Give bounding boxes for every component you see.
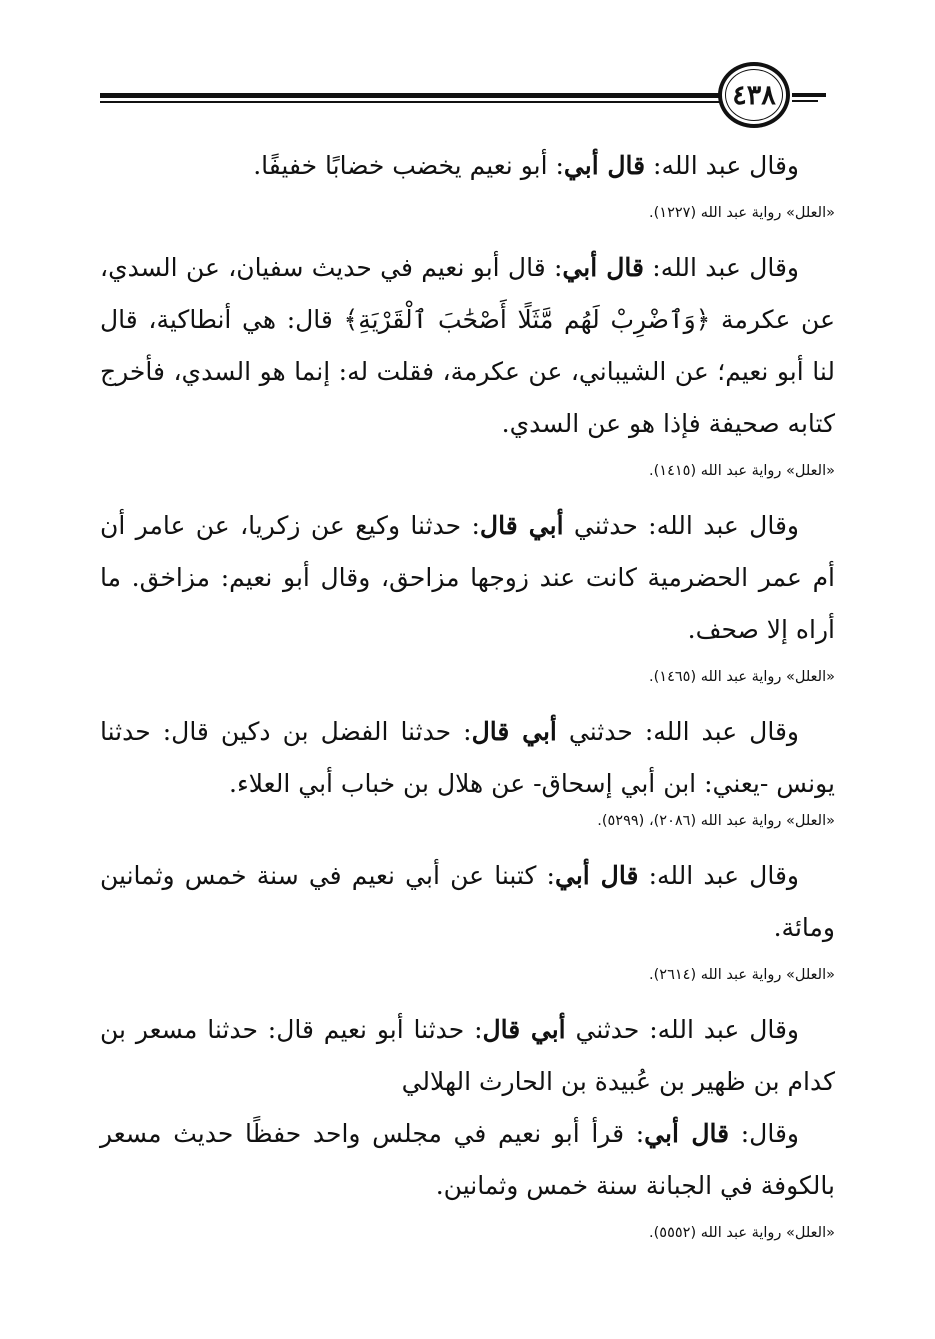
header-rule-thin — [100, 101, 722, 103]
paragraph: وقال عبد الله: حدثني أبي قال: حدثنا الفضل بن دكين قال: حدثنا يونس -يعني: ابن أبي إسحاق- عن هلال بن خباب أبي العلاء. — [100, 717, 835, 798]
paragraph: وقال: قال أبي: قرأ أبو نعيم في مجلس واحد حفظًا حديث مسعر بالكوفة في الجبانة سنة خمس وثمانين. — [100, 1119, 835, 1200]
citation-reference: «العلل» رواية عبد الله (٥٥٥٢). — [649, 1225, 835, 1241]
header-rule-thick — [100, 93, 722, 98]
page-body — [100, 140, 835, 1244]
citation-reference: «العلل» رواية عبد الله (٢٦١٤). — [649, 967, 835, 983]
paragraph: وقال عبد الله: حدثني أبي قال: حدثنا أبو نعيم قال: حدثنا مسعر بن كدام بن ظهير بن عُبيدة بن الحارث الهلالي — [100, 1015, 835, 1096]
paragraph: وقال عبد الله: قال أبي: كتبنا عن أبي نعيم في سنة خمس وثمانين ومائة. — [100, 861, 835, 942]
citation-reference: «العلل» رواية عبد الله (١٢٢٧). — [649, 205, 835, 221]
header-rule-right — [792, 93, 826, 97]
page-number: ٤٣٨ — [732, 79, 776, 111]
page-number-badge — [718, 62, 790, 128]
paragraph: وقال عبد الله: قال أبي: قال أبو نعيم في حديث سفيان، عن السدي، عن عكرمة ﴿وَٱضْرِبْ لَهُم مَّثَلًا أَصْحَٰبَ ٱلْقَرْيَةِ﴾ قال: هي أنطاكية، قال لنا أبو نعيم؛ عن الشيباني، عن عكرمة، فقلت له: إنما هو السدي، فأخرج كتابه صحيفة فإذا هو عن السدي. — [100, 253, 835, 438]
citation-reference: «العلل» رواية عبد الله (١٤٦٥). — [649, 669, 835, 685]
citation-reference: «العلل» رواية عبد الله (٢٠٨٦)، (٥٢٩٩). — [597, 813, 835, 829]
header-rule-right-thin — [792, 100, 818, 102]
paragraph: وقال عبد الله: حدثني أبي قال: حدثنا وكيع عن زكريا، عن عامر أن أم عمر الحضرمية كانت عند زوجها مزاحق، وقال أبو نعيم: مزاخق. ما أراه إلا صحف. — [100, 511, 835, 644]
paragraph: وقال عبد الله: قال أبي: أبو نعيم يخضب خضابًا خفيفًا. — [253, 151, 799, 180]
citation-reference: «العلل» رواية عبد الله (١٤١٥). — [649, 463, 835, 479]
page-header — [0, 0, 935, 130]
